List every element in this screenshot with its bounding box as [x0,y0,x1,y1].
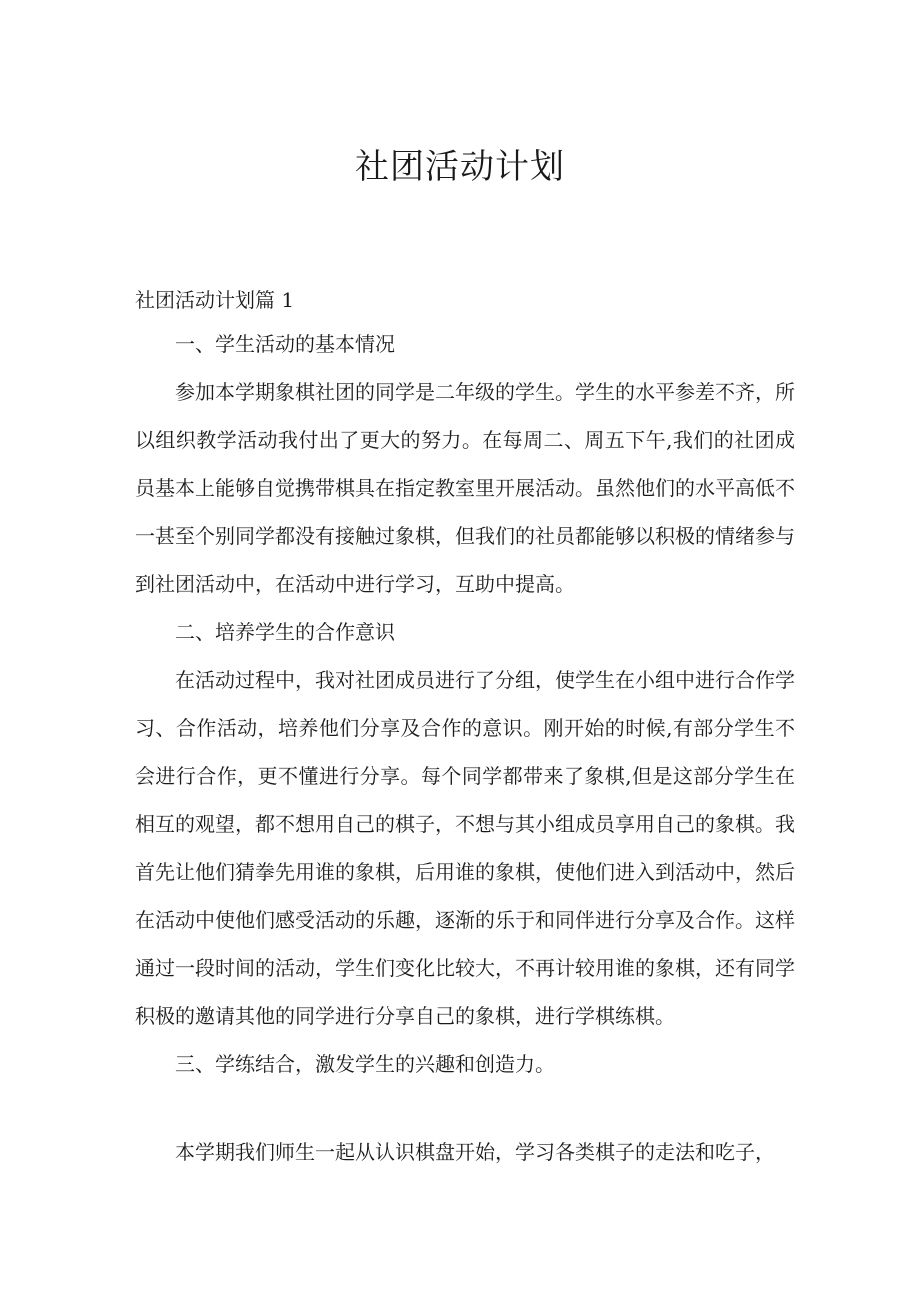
paragraph-3: 本学期我们师生一起从认识棋盘开始，学习各类棋子的走法和吃子， [175,1140,775,1164]
section-heading-1: 一、学生活动的基本情况 [175,332,395,356]
paragraph-2: 在活动过程中，我对社团成员进行了分组，使学生在小组中进行合作学习、合作活动，培养他们分享及合作的意识。刚开始的时候,有部分学生不会进行合作，更不懂进行分享。每个同学都带来了象棋,但是这部分学生在相互的观望，都不想用自己的棋子，不想与其小组成员享用自己的象棋。我首先让他们猜拳先用谁的象棋，后用谁的象棋，使他们进入到活动中，然后在活动中使他们感受活动的乐趣，逐渐的乐于和同伴进行分享及合作。这样通过一段时间的活动，学生们变化比较大，不再计较用谁的象棋，还有同学积极的邀请其他的同学进行分享自己的象棋，进行学棋练棋。 [135,668,795,1028]
subtitle-text: 社团活动计划篇 1 [135,288,295,312]
paragraph-1: 参加本学期象棋社团的同学是二年级的学生。学生的水平参差不齐，所以组织教学活动我付出了更大的努力。在每周二、周五下午,我们的社团成员基本上能够自觉携带棋具在指定教室里开展活动。虽然他们的水平高低不一甚至个别同学都没有接触过象棋，但我们的社员都能够以积极的情绪参与到社团活动中，在活动中进行学习，互助中提高。 [135,380,795,596]
section-heading-3: 三、学练结合，激发学生的兴趣和创造力。 [175,1052,555,1076]
document-body [135,320,795,1088]
document-title: 社团活动计划 [355,147,565,187]
section-heading-2: 二、培养学生的合作意识 [175,620,395,644]
document-subtitle [135,276,795,324]
document-body-continued [135,1128,795,1176]
